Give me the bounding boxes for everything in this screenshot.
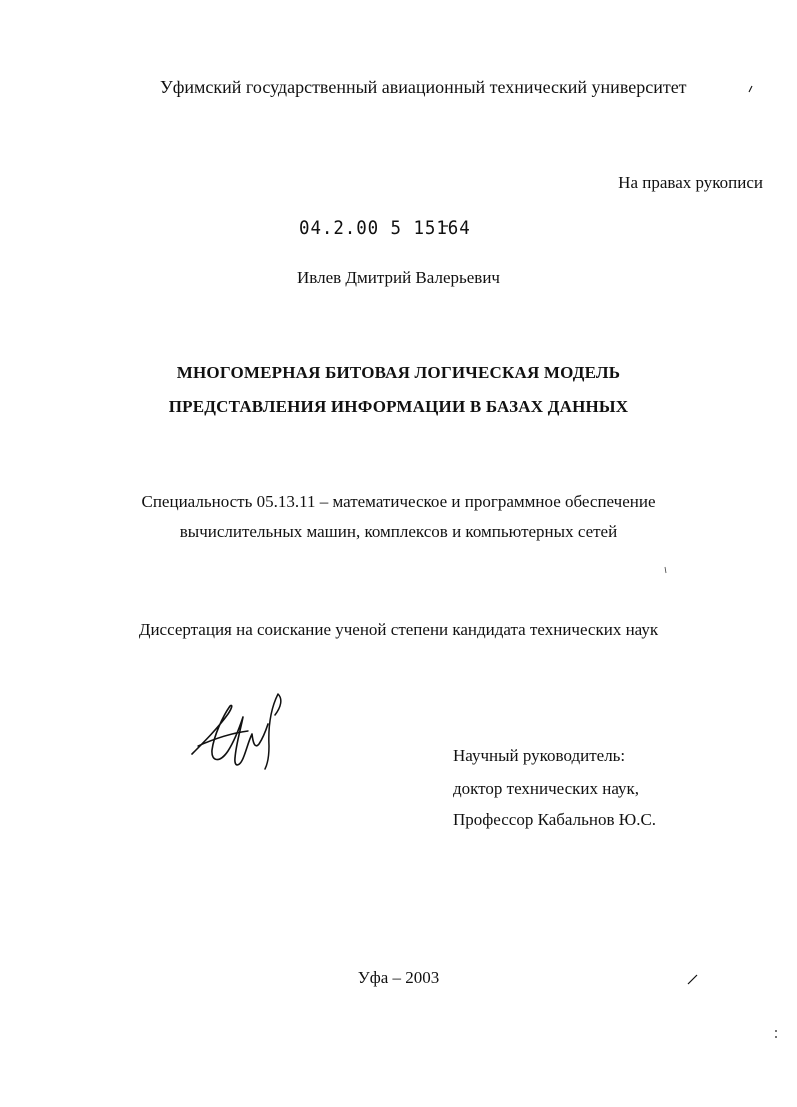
specialty-line-1: Специальность 05.13.11 – математическое и программное обеспечение xyxy=(141,492,656,511)
advisor-degree: доктор технических наук, xyxy=(453,779,640,798)
university-name: Уфимский государственный авиационный технический университет xyxy=(160,77,687,97)
author-name: Ивлев Дмитрий Валерьевич xyxy=(297,268,500,287)
scan-mark xyxy=(440,223,450,229)
manuscript-note: На правах рукописи xyxy=(618,173,763,192)
scan-mark xyxy=(747,84,755,94)
author-signature xyxy=(186,688,298,778)
scan-mark xyxy=(663,565,669,575)
title-line-1: МНОГОМЕРНАЯ БИТОВАЯ ЛОГИЧЕСКАЯ МОДЕЛЬ xyxy=(176,363,621,382)
scan-mark xyxy=(686,972,700,986)
dissertation-statement: Диссертация на соискание ученой степени кандидата технических наук xyxy=(138,620,659,639)
scan-mark xyxy=(772,1028,780,1040)
place-year: Уфа – 2003 xyxy=(357,968,440,987)
title-line-2: ПРЕДСТАВЛЕНИЯ ИНФОРМАЦИИ В БАЗАХ ДАННЫХ xyxy=(168,397,629,416)
specialty-line-2: вычислительных машин, комплексов и компьютерных сетей xyxy=(179,522,618,541)
catalog-number: 04.2.00 5 15164 xyxy=(299,217,471,239)
advisor-label: Научный руководитель: xyxy=(453,746,626,765)
advisor-name: Профессор Кабальнов Ю.С. xyxy=(453,810,657,829)
